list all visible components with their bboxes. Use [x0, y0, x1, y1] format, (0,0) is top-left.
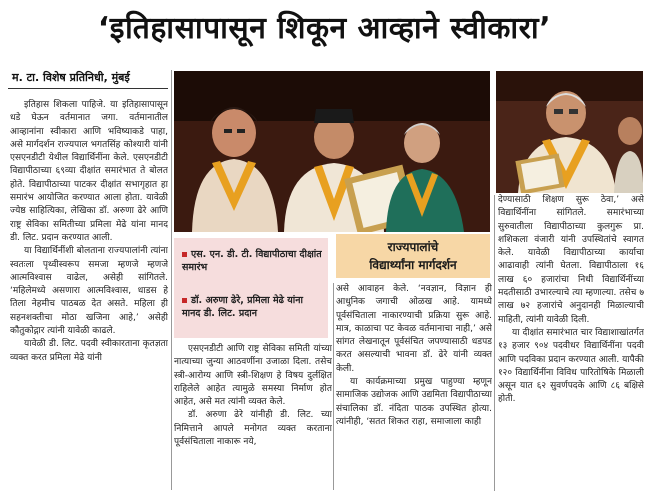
paragraph: देण्यासाठी शिक्षण सुरू ठेवा,’ असे विद्यार्थिनींना सांगितले. समारंभाच्या सुरुवातीला विद्यापीठाच्या कुलगुरू प्रा. शशिकला वंजारी यांनी उपस्थितांचे स्वागत केले. यावेळी विद्यापीठाच्या कार्याचा आढावाही त्यांनी घेतला. विद्यापीठाला १६ लाख ६० हजारांचा निधी विद्यार्थिनींच्या मदतीसाठी उभारल्याचे त्या म्हणाल्या. तसेच ७ लाख ७२ हजारांचे अनुदानही मिळाल्याची माहिती, त्यांनी यावेळी दिली. — [498, 195, 644, 325]
paragraph: यावेळी डी. लिट. पदवी स्वीकारताना कृतज्ञता व्यक्त करत प्रमिला मेढे यांनी — [10, 339, 168, 363]
article-column-3 — [336, 283, 492, 491]
honoree-photo — [496, 71, 643, 193]
headline: ‘इतिहासापासून शिकून आव्हाने स्वीकारा’ — [97, 11, 552, 46]
ceremony-photo — [174, 71, 490, 232]
caption-item — [182, 248, 322, 274]
caption-text: एस. एन. डी. टी. विद्यापीठाचा दीक्षांत समारंभ — [182, 249, 322, 273]
article-column-4 — [498, 194, 644, 491]
caption-text: डॉ. अरुणा ढेरे, प्रमिला मेढे यांना मानद डी. लिट. प्रदान — [182, 295, 303, 319]
column-divider — [494, 195, 495, 491]
bullet-icon — [182, 252, 187, 257]
subheading-line: विद्यार्थ्यांना मार्गदर्शन — [369, 258, 457, 272]
caption-item — [182, 294, 322, 320]
paragraph: या दीक्षांत समारंभात चार विद्याशाखांतर्गत १३ हजार ९०४ पदवीधर विद्यार्थिनींना पदवी आणि पदविका प्रदान करण्यात आली. यापैकी १२० विद्यार्थिनींना विविध पारितोषिके मिळाली असून यात ६२ सुवर्णपदके आणि ८६ बक्षिसे होती. — [498, 327, 644, 405]
ceremony-illustration — [174, 71, 490, 232]
paragraph: इतिहास शिकला पाहिजे. या इतिहासापासून धडे घेऊन वर्तमानात जगा. वर्तमानातील आव्हानांना स्वीकारा आणि भविष्याकडे पाहा, असे मार्गदर्शन राज्यपाल भगतसिंह कोश्यारी यांनी एसएनडीटी येथील विद्यार्थिनींना केले. एसएनडीटी विद्यापीठाच्या ६९व्या दीक्षांत समारंभात ते बोलत होते. विद्यापीठाच्या पाटकर दीक्षांत सभागृहात हा समारंभ आयोजित करण्यात आला होता. यावेळी ज्येष्ठ साहित्यिका, लेखिका डॉ. अरुणा ढेरे आणि राष्ट्र सेविका समितीच्या प्रमिला मेढे यांना मानद डी. लिट. प्रदान करण्यात आली. — [10, 100, 168, 243]
column-divider — [333, 283, 334, 490]
column-divider — [171, 70, 172, 490]
byline-rule — [8, 88, 168, 89]
bullet-icon — [182, 298, 187, 303]
article-column-2 — [174, 343, 332, 491]
subheading-box — [336, 234, 490, 278]
paragraph: या विद्यार्थिनींशी बोलताना राज्यपालांनी त्यांना स्वतःला पृथ्वीस्वरूप समजा म्हणजे म्हणजे आत्मविश्वास वाढेल, असेही सांगितले. ‘महिलेमध्ये असणारा आत्मविश्वास, धाडस हे तिला नेहमीच पाठबळ देत असते. महिला ही सहनशक्तीचा मोठा खजिना आहे,’ असेही कौतुकोद्गार त्यांनी यावेळी काढले. — [10, 246, 168, 337]
subheading-line: राज्यपालांचे — [387, 240, 439, 254]
paragraph: डॉ. अरुणा ढेरे यांनीही डी. लिट. च्या निमित्ताने आपले मनोगत व्यक्त करताना पूर्वसंचिताला नाकारू नये, — [174, 410, 332, 448]
paragraph: या कार्यक्रमाच्या प्रमुख पाहुण्या म्हणून सामाजिक उद्योजक आणि उद्यमिता विद्यापीठाच्या संचालिका डॉ. नंदिता पाठक उपस्थित होत्या. त्यांनीही, ‘सतत शिकत राहा, समाजाला काही — [336, 377, 492, 427]
byline: म. टा. विशेष प्रतिनिधी, मुंबई — [12, 71, 130, 84]
photo-caption-box — [174, 238, 328, 338]
article-column-1 — [10, 99, 168, 491]
paragraph: एसएनडीटी आणि राष्ट्र सेविका समिती यांच्या नात्याच्या जुन्या आठवणींना उजाळा दिला. तसेच स्त्री-आरोग्य आणि स्त्री-शिक्षण हे विषय दुर्लक्षित राहिलेले आहेत त्यामुळे समस्या निर्माण होत आहेत, असे मत त्यांनी व्यक्त केले. — [174, 344, 332, 408]
honoree-illustration — [496, 71, 643, 193]
paragraph: असे आवाहन केले. ‘नवज्ञान, विज्ञान ही आधुनिक जगाची ओळख आहे. यामध्ये पूर्वसंचिताला नाकारण्याची प्रक्रिया सुरू आहे. मात्र, काळाचा पट केवळ वर्तमानाचा नाही,’ असे सांगत लेखनातून पूर्वसंचित जपण्यासाठी धडपड करत असल्याची भावना डॉ. ढेरे यांनी व्यक्त केली. — [336, 284, 492, 374]
